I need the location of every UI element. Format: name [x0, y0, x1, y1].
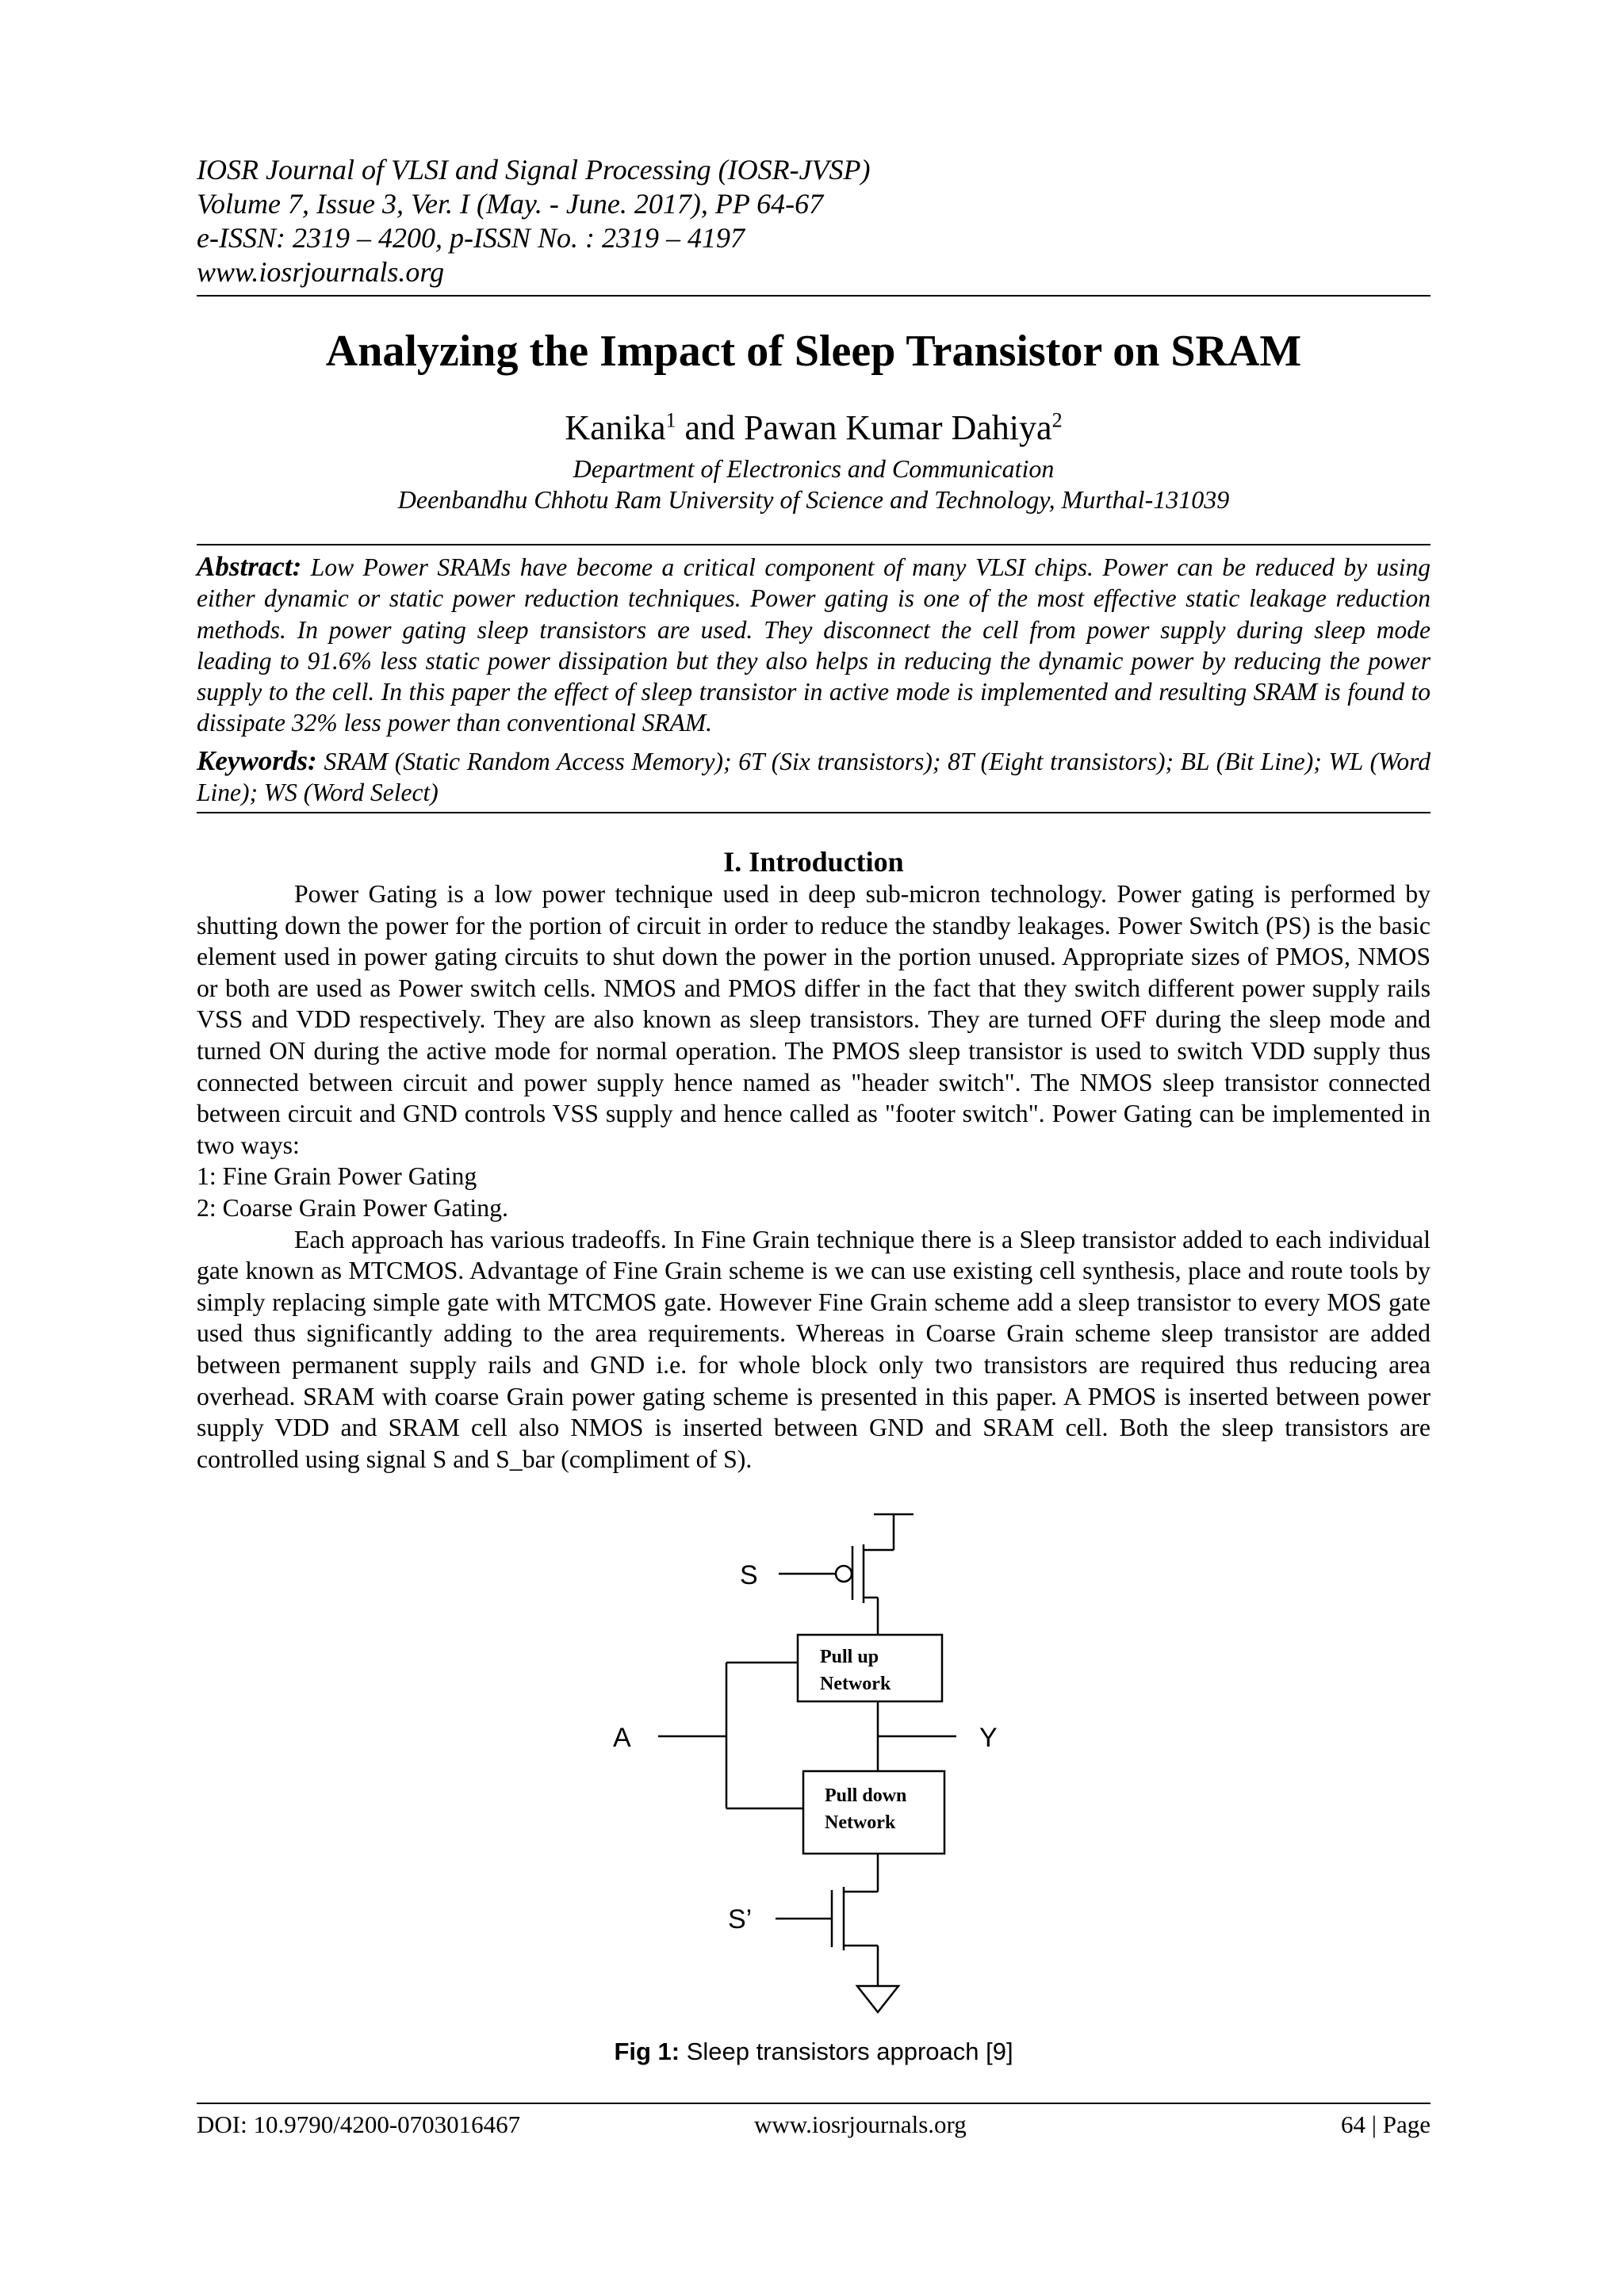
journal-website: www.iosrjournals.org [197, 256, 445, 288]
paper-title: Analyzing the Impact of Sleep Transistor on SRAM [325, 327, 1302, 376]
author-2: and Pawan Kumar Dahiya [676, 408, 1052, 447]
journal-volume: Volume 7, Issue 3, Ver. I (May. - June. 2017), PP 64-67 [197, 188, 824, 220]
footer-rule [197, 2103, 1431, 2104]
intro-list-item-2: 2: Coarse Grain Power Gating. [197, 1193, 508, 1222]
footer-website: www.iosrjournals.org [754, 2110, 967, 2138]
pull-down-label-line2: Network [825, 1812, 896, 1833]
keywords-label: Keywords: [197, 745, 317, 776]
pull-down-label-line1: Pull down [825, 1785, 907, 1806]
fig1-label-a: A [613, 1723, 631, 1753]
fig1-labels [613, 1560, 998, 1934]
journal-issn: e-ISSN: 2319 – 4200, p-ISSN No. : 2319 – 4197 [197, 222, 745, 254]
fig1-caption-label: Fig 1: [614, 2038, 680, 2065]
pull-up-label-line1: Pull up [820, 1647, 879, 1667]
author-1: Kanika [565, 408, 666, 447]
fig1-box-labels [820, 1647, 906, 1833]
abstract-label: Abstract: [197, 551, 302, 582]
affiliation-university: Deenbandhu Chhotu Ram University of Science and Technology, Murthal-131039 [397, 485, 1230, 514]
intro-paragraph-2: Each approach has various tradeoffs. In Fine Grain technique there is a Sleep transistor added to each individual gate known as MTCMOS. Advantage of Fine Grain scheme is we can use existing cell synthesis, place and route tools by simply replacing simple gate with MTCMOS gate. However Fine Grain scheme add a sleep transistor to every MOS gate used thus significantly adding to the area requirements. Whereas in Coarse Grain scheme sleep transistor are added between permanent supply rails and GND i.e. for whole block only two transistors are required thus reducing area overhead. SRAM with coarse Grain power gating scheme is presented in this paper. A PMOS is inserted between power supply VDD and SRAM cell also NMOS is inserted between GND and SRAM cell. Both the sleep transistors are controlled using signal S and S_bar (compliment of S). [197, 1225, 1431, 1473]
fig1-wires [658, 1514, 956, 2012]
footer-page-number: 64 | Page [1341, 2110, 1431, 2138]
fig1-label-y: Y [979, 1723, 998, 1753]
section-heading-introduction: I. Introduction [723, 846, 904, 878]
author-1-affil-mark: 1 [665, 408, 676, 432]
footer-doi: DOI: 10.9790/4200-0703016467 [197, 2110, 521, 2138]
intro-paragraph-1: Power Gating is a low power technique used in deep sub-micron technology. Power gating is performed by shutting down the power for the portion of circuit in order to reduce the standby leakages. Power Switch (PS) is the basic element used in power gating circuits to shut down the power in the portion unused. Appropriate sizes of PMOS, NMOS or both are used as Power switch cells. NMOS and PMOS differ in the fact that they switch different power supply rails VSS and VDD respectively. They are also known as sleep transistors. They are turned OFF during the sleep mode and turned ON during the active mode for normal operation. The PMOS sleep transistor is used to switch VDD supply thus connected between circuit and power supply hence named as "header switch". The NMOS sleep transistor connected between circuit and GND controls VSS supply and hence called as "footer switch". Power Gating can be implemented in two ways: [197, 880, 1431, 1159]
fig1-label-s: S [740, 1560, 758, 1590]
abstract-text: Low Power SRAMs have become a critical component of many VLSI chips. Power can be reduced by using either dynamic or static power reduction techniques. Power gating is one of the most effective static leakage reduction methods. In power gating sleep transistors are used. They disconnect the cell from power supply during sleep mode leading to 91.6% less static power dissipation but they also helps in reducing the dynamic power by reducing the power supply to the cell. In this paper the effect of sleep transistor in active mode is implemented and resulting SRAM is found to dissipate 32% less power than conventional SRAM. [197, 553, 1431, 737]
pull-up-label-line2: Network [820, 1674, 891, 1694]
fig1-caption-text: Sleep transistors approach [9] [680, 2038, 1013, 2065]
fig1-sleep-transistor-diagram [197, 0, 1431, 2061]
pmos-gate-bubble [836, 1566, 852, 1582]
author-2-affil-mark: 2 [1051, 408, 1063, 432]
journal-name: IOSR Journal of VLSI and Signal Processing (IOSR-JVSP) [197, 154, 871, 186]
fig1-caption [197, 2038, 1431, 2066]
affiliation-department: Department of Electronics and Communication [573, 454, 1055, 483]
keywords-text: SRAM (Static Random Access Memory); 6T (Six transistors); 8T (Eight transistors); BL (Bit Line); WL (Word Line); WS (Word Select) [197, 748, 1431, 806]
ground-symbol [857, 1986, 898, 2012]
intro-list-item-1: 1: Fine Grain Power Gating [197, 1162, 477, 1191]
fig1-label-sbar: S’ [728, 1904, 753, 1934]
